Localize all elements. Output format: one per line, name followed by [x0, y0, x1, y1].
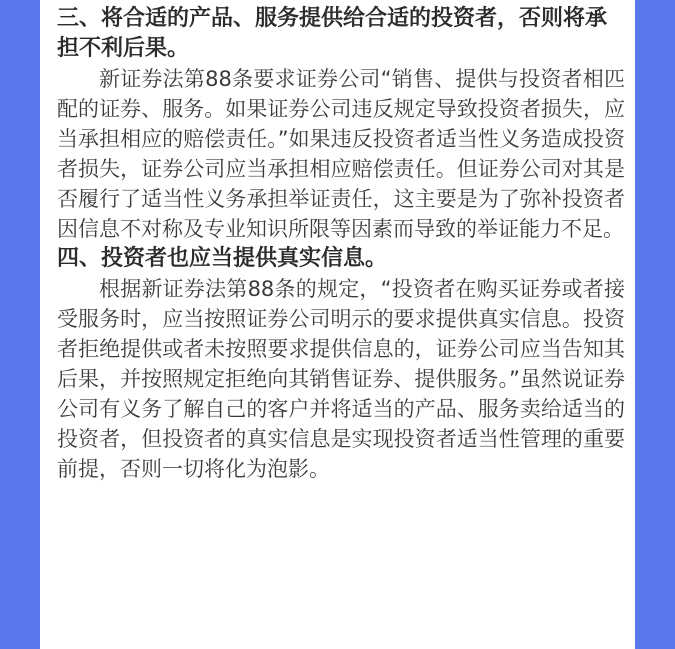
section-4-heading: 四、投资者也应当提供真实信息。 — [57, 246, 388, 271]
right-side-bar — [635, 0, 675, 649]
section-4-paragraph: 根据新证券法第88条的规定，“投资者在购买证券或者接受服务时，应当按照证券公司明示的要求提供真实信息。投资者拒绝提供或者未按照要求提供信息的，证券公司应当告知其后果，并按照规定拒绝向其销售证券、提供服务。”虽然说证券公司有义务了解自己的客户并将适当的产品、服务卖给适当的投资者，但投资者的真实信息是实现投资者适当性管理的重要前提，否则一切将化为泡影。 — [57, 277, 625, 481]
section-3-heading: 三、将合适的产品、服务提供给合适的投资者，否则将承担不利后果。 — [57, 6, 608, 61]
article-body — [57, 4, 625, 484]
left-side-bar — [0, 0, 40, 649]
section-3-paragraph: 新证券法第88条要求证券公司“销售、提供与投资者相匹配的证券、服务。如果证券公司违反规定导致投资者损失，应当承担相应的赔偿责任。”如果违反投资者适当性义务造成投资者损失，证券公司应当承担相应赔偿责任。但证券公司对其是否履行了适当性义务承担举证责任，这主要是为了弥补投资者因信息不对称及专业知识所限等因素而导致的举证能力不足。 — [57, 67, 625, 241]
